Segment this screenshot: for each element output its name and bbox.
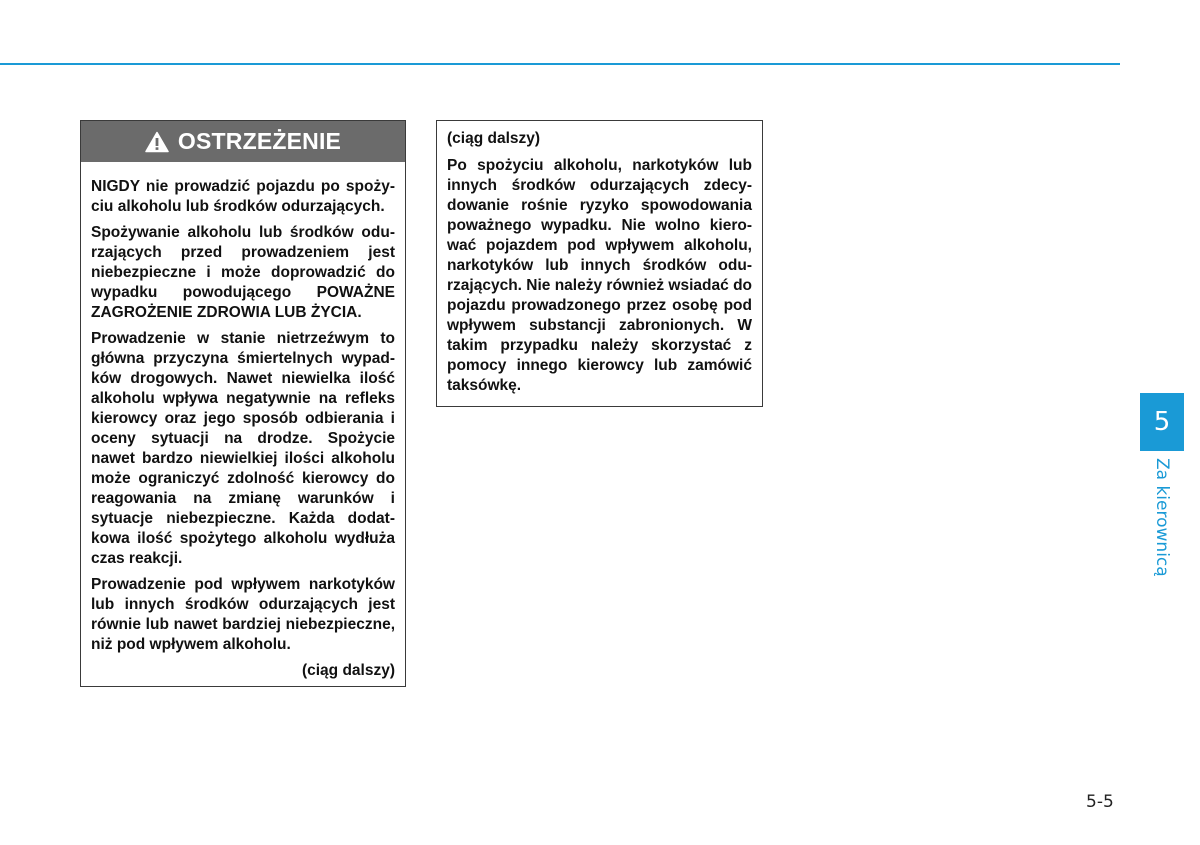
continuation-paragraph: Po spożyciu alkoholu, narkotyków lub innych środków odurzających zdecydowanie rośnie ryzyko spowodowania poważnego wypadku. Nie wolno kierować pojazdem pod wpływem alkoholu, narkotyków lub innych środków odurzających. Nie należy również wsiadać do pojazdu prowadzonego przez osobę pod wpływem substancji zabronionych. W takim przypadku należy skorzystać z pomocy innego kierowcy lub zamówić taksówkę. xyxy=(447,157,752,394)
chapter-title: Za kierownicą xyxy=(1152,458,1172,577)
continuation-heading: (ciąg dalszy) xyxy=(447,130,541,147)
chapter-number-tab: 5 xyxy=(1140,393,1184,451)
continuation-box xyxy=(436,120,763,407)
warning-paragraph: Spożywanie alkoholu lub środków odurzających przed prowadzeniem jest niebezpieczne i może doprowadzić do wypadku powodującego POWAŻNE ZAGROŻENIE ZDROWIA LUB ŻYCIA. xyxy=(91,224,395,321)
warning-header xyxy=(81,121,405,162)
warning-body xyxy=(81,162,405,681)
warning-triangle-icon xyxy=(145,131,169,153)
continued-note: (ciąg dalszy) xyxy=(301,662,395,679)
header-rule xyxy=(0,63,1120,65)
warning-box xyxy=(80,120,406,687)
page-number: 5-5 xyxy=(1086,792,1114,812)
warning-paragraph: Prowadzenie w stanie nietrzeźwym to główna przyczyna śmiertelnych wypadków drogowych. Nawet niewielka ilość alkoholu wpływa negatywnie na refleks kierowcy oraz jego sposób odbierania i oceny sytuacji na drodze. Spożycie nawet bardzo niewielkiej ilości alkoholu może ograniczyć zdolność kierowcy do reagowania na zmianę warunków i sytuacje niebezpieczne. Każda dodatkowa ilość spożytego alkoholu wydłuża czas reakcji. xyxy=(91,330,395,567)
warning-paragraph: NIGDY nie prowadzić pojazdu po spożyciu alkoholu lub środków odurzających. xyxy=(91,178,395,215)
warning-title: OSTRZEŻENIE xyxy=(177,128,342,154)
warning-paragraph: Prowadzenie pod wpływem narkotyków lub innych środków odurzających jest równie lub nawet bardziej niebezpieczne, niż pod wpływem alkoholu. xyxy=(91,576,395,653)
